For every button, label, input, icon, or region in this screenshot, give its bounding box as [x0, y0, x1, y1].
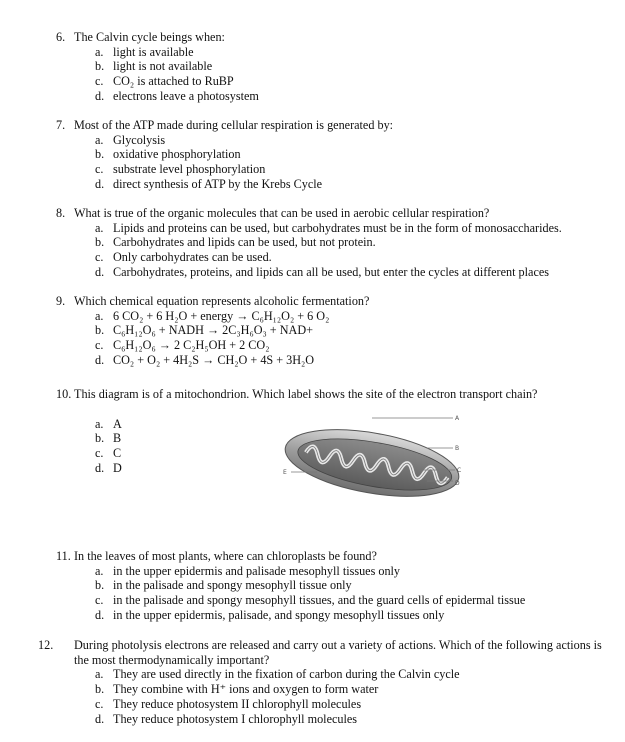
question-stem: [56, 549, 616, 564]
diagram-label-b: B: [455, 445, 460, 452]
option-letter: d.: [95, 264, 105, 279]
option-text: CO₂ is attached to RuBP: [113, 74, 234, 89]
question-number: 10.: [56, 387, 72, 401]
option-text: Lipids and proteins can be used, but carbohydrates must be in the form of monosaccharides.: [113, 220, 562, 235]
option-text: light is not available: [113, 59, 213, 74]
option-d: [95, 712, 616, 727]
option-b: [95, 147, 616, 162]
option-a: [95, 133, 616, 148]
option-letter: c.: [95, 338, 104, 353]
option-list: [95, 221, 616, 280]
question-text: During photolysis electrons are released and carry out a variety of actions. Which of the following actions is the most thermodynamically important?: [74, 638, 602, 667]
option-text: in the palisade and spongy mesophyll tissue only: [113, 578, 352, 593]
option-d: [95, 265, 616, 280]
question-stem: [56, 387, 616, 402]
option-text: direct synthesis of ATP by the Krebs Cycle: [113, 176, 323, 191]
option-letter: d.: [95, 88, 105, 103]
option-d: [95, 89, 616, 104]
question-stem: [56, 30, 616, 45]
mitochondrion-body: [280, 418, 464, 508]
option-text: A: [113, 416, 122, 431]
option-text: Only carbohydrates can be used.: [113, 250, 272, 265]
option-b: [95, 323, 616, 338]
option-letter: c.: [95, 593, 104, 608]
option-letter: c.: [95, 74, 104, 89]
option-letter: a.: [95, 44, 104, 59]
option-letter: d.: [95, 711, 105, 726]
question-number: 8.: [56, 206, 66, 220]
option-letter: b.: [95, 235, 105, 250]
option-c: [95, 74, 616, 89]
question-number: 9.: [56, 294, 66, 308]
option-a: [95, 45, 616, 60]
option-letter: b.: [95, 682, 105, 697]
option-d: [95, 608, 616, 623]
diagram-label-e: E: [283, 469, 287, 476]
option-letter: a.: [95, 416, 104, 431]
diagram-label-d: D: [455, 480, 460, 487]
option-text: B: [113, 431, 122, 446]
question-stem: [56, 118, 616, 133]
question-text: In the leaves of most plants, where can chloroplasts be found?: [74, 549, 377, 563]
option-c: [95, 250, 616, 265]
option-letter: b.: [95, 147, 105, 162]
option-letter: c.: [95, 250, 104, 265]
option-b: [95, 578, 616, 593]
option-text: They combine with H⁺ ions and oxygen to form water: [113, 682, 379, 697]
option-list: [95, 667, 616, 726]
option-text: Glycolysis: [113, 132, 166, 147]
option-letter: b.: [95, 59, 105, 74]
question-7: [56, 118, 616, 192]
option-text: electrons leave a photosystem: [113, 88, 259, 103]
option-text: They reduce photosystem I chlorophyll molecules: [113, 711, 358, 726]
question-12: [38, 638, 616, 726]
option-text: C₆H₁₂O₆ + NADH → 2C₃H₆O₃ + NAD+: [113, 323, 313, 338]
option-text: Carbohydrates, proteins, and lipids can all be used, but enter the cycles at different places: [113, 264, 550, 279]
option-text: in the upper epidermis, palisade, and spongy mesophyll tissues only: [113, 607, 445, 622]
option-letter: c.: [95, 446, 104, 461]
option-letter: a.: [95, 220, 104, 235]
question-9: [56, 294, 616, 368]
question-number: 11.: [56, 549, 71, 563]
question-number: 6.: [56, 30, 66, 44]
option-c: [95, 162, 616, 177]
diagram-label-a: A: [455, 415, 460, 422]
option-text: Carbohydrates and lipids can be used, but not protein.: [113, 235, 376, 250]
option-letter: d.: [95, 352, 105, 367]
option-letter: b.: [95, 323, 105, 338]
option-letter: c.: [95, 696, 104, 711]
question-text: What is true of the organic molecules that can be used in aerobic cellular respiration?: [74, 206, 490, 220]
diagram-label-c: C: [457, 467, 462, 474]
question-6: [56, 30, 616, 104]
option-b: [95, 682, 616, 697]
question-number: 12.: [38, 638, 54, 652]
option-a: [95, 564, 616, 579]
option-d: [95, 353, 616, 368]
option-letter: a.: [95, 667, 104, 682]
question-stem: [56, 294, 616, 309]
option-d: [95, 177, 616, 192]
option-text: CO₂ + O₂ + 4H₂S → CH₂O + 4S + 3H₂O: [113, 352, 315, 367]
option-c: [95, 338, 616, 353]
option-list: [95, 309, 616, 368]
question-text: Which chemical equation represents alcoholic fermentation?: [74, 294, 370, 308]
option-list: [95, 133, 616, 192]
option-letter: b.: [95, 578, 105, 593]
option-text: light is available: [113, 44, 194, 59]
question-text: The Calvin cycle beings when:: [74, 30, 225, 44]
option-a: [95, 221, 616, 236]
question-number: 7.: [56, 118, 66, 132]
option-a: [95, 309, 616, 324]
option-text: in the upper epidermis and palisade mesophyll tissues only: [113, 563, 401, 578]
option-b: [95, 235, 616, 250]
option-text: 6 CO₂ + 6 H₂O + energy → C₆H₁₂O₂ + 6 O₂: [113, 308, 330, 323]
question-text: Most of the ATP made during cellular respiration is generated by:: [74, 118, 394, 132]
option-a: [95, 667, 616, 682]
option-letter: a.: [95, 563, 104, 578]
option-letter: d.: [95, 176, 105, 191]
option-c: [95, 593, 616, 608]
option-text: They reduce photosystem II chlorophyll molecules: [113, 696, 362, 711]
question-text: This diagram is of a mitochondrion. Which label shows the site of the electron transport chain?: [74, 387, 538, 401]
option-b: [95, 59, 616, 74]
option-text: in the palisade and spongy mesophyll tissues, and the guard cells of epidermal tissue: [113, 593, 526, 608]
question-8: [56, 206, 616, 280]
option-letter: d.: [95, 460, 105, 475]
option-letter: a.: [95, 132, 104, 147]
question-stem: [56, 206, 616, 221]
option-text: substrate level phosphorylation: [113, 162, 266, 177]
option-text: C: [113, 446, 122, 461]
option-text: They are used directly in the fixation of carbon during the Calvin cycle: [113, 667, 460, 682]
question-stem: [38, 638, 616, 667]
option-text: C₆H₁₂O₆ → 2 C₂H₅OH + 2 CO₂: [113, 338, 270, 353]
option-c: [95, 697, 616, 712]
option-text: oxidative phosphorylation: [113, 147, 241, 162]
option-list: [95, 45, 616, 104]
option-letter: b.: [95, 431, 105, 446]
mitochondrion-diagram: [277, 408, 477, 508]
option-letter: d.: [95, 607, 105, 622]
option-letter: a.: [95, 308, 104, 323]
question-11: [56, 549, 616, 623]
option-letter: c.: [95, 162, 104, 177]
option-text: D: [113, 460, 122, 475]
option-list: [95, 564, 616, 623]
